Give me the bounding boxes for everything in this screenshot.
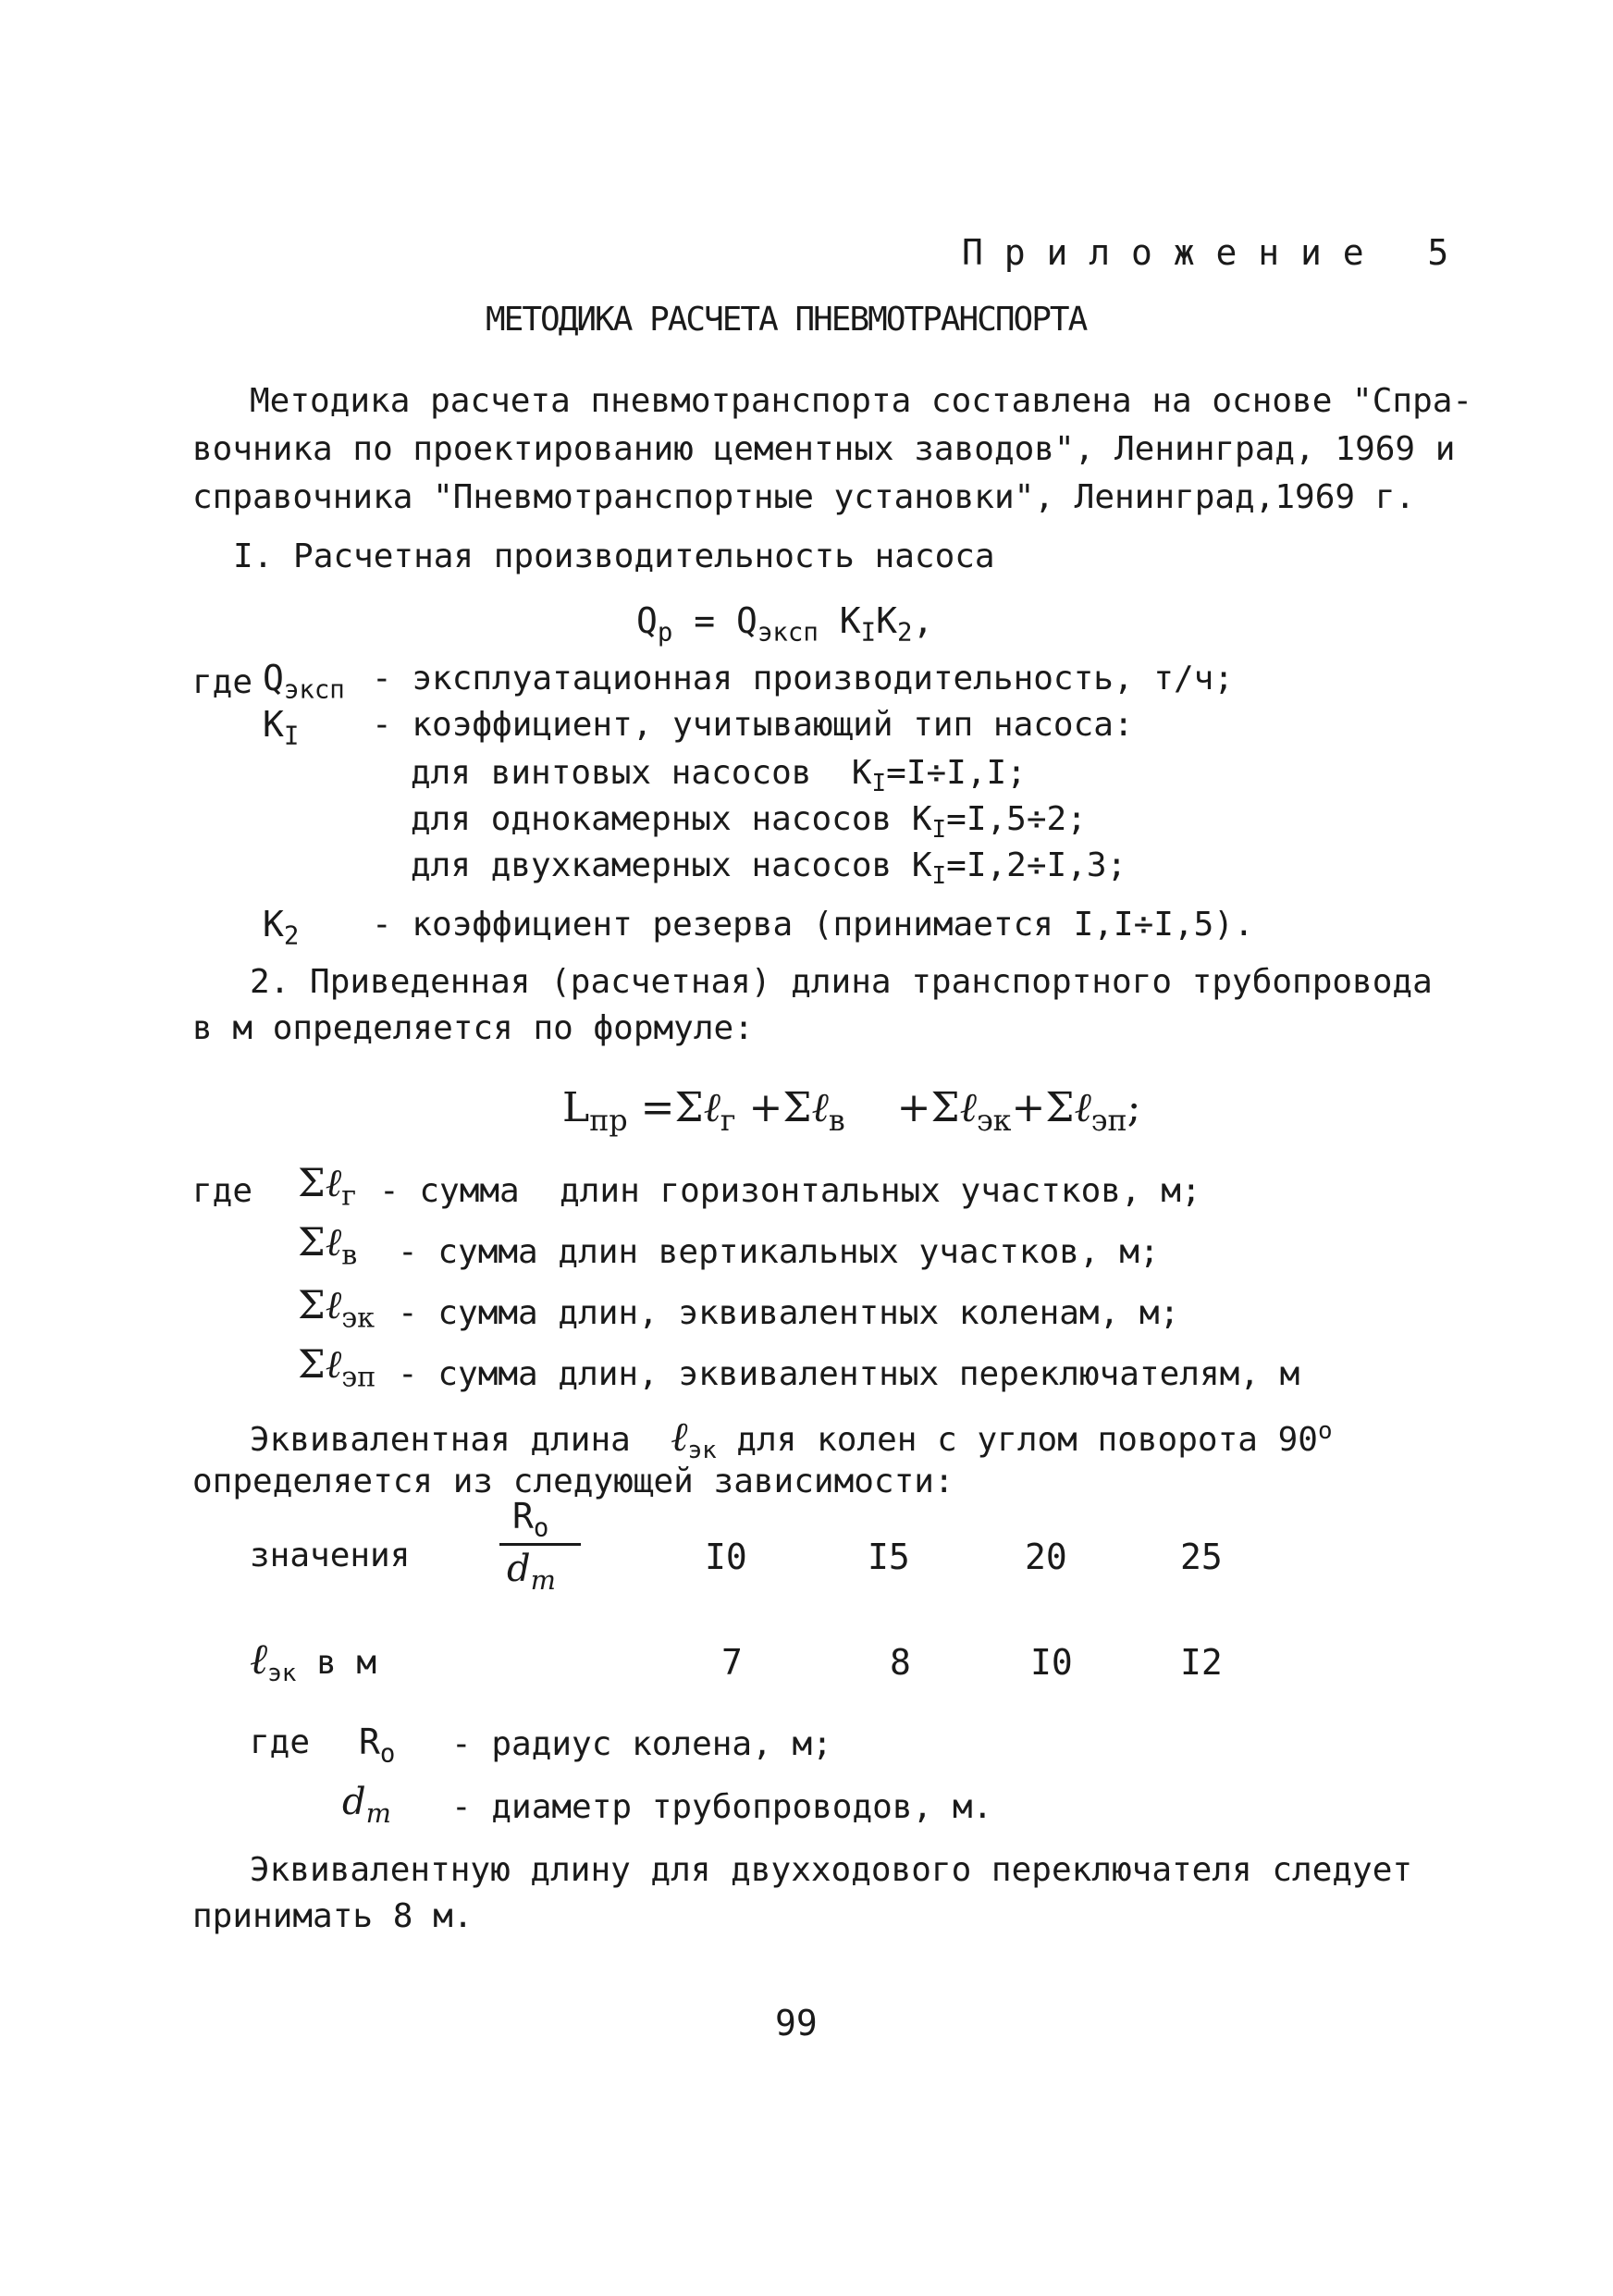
table-row2-label: [250, 1634, 377, 1688]
ell: ℓ: [959, 1084, 977, 1131]
formula-k2: К: [876, 600, 897, 641]
plus: +: [1011, 1084, 1046, 1131]
def-q-sym: Q: [263, 658, 284, 698]
def-k2-symbol: [263, 904, 300, 951]
def-d-symbol: [342, 1781, 391, 1829]
pump-type-value: =I,5÷2;: [946, 800, 1087, 838]
final-line-2: принимать 8 м.: [192, 1897, 474, 1935]
ell: ℓ: [325, 1341, 342, 1387]
ell-sub: эк: [267, 1660, 297, 1688]
def-q-exp-text: - эксплуатационная производительность, т/ч;: [372, 660, 1234, 697]
ell-sub: эк: [687, 1437, 717, 1465]
sum-sign: Σ: [674, 1084, 704, 1131]
table-row1-label: значения: [250, 1537, 411, 1574]
ell: ℓ: [250, 1634, 268, 1684]
eq-length-text-2: для колен с углом поворота 90: [736, 1421, 1318, 1459]
pump-type-sym: К: [851, 754, 872, 792]
where-label-2: где: [192, 1172, 253, 1210]
pump-type-sym: К: [911, 800, 932, 838]
def-sum-elbow: - сумма длин, эквивалентных коленам, м;: [398, 1294, 1180, 1332]
def-radius: - радиус колена, м;: [451, 1725, 832, 1763]
formula-q-sub: эксп: [757, 618, 819, 648]
pump-type-sub: I: [871, 770, 887, 798]
formula-q: Q: [736, 600, 757, 641]
ell: ℓ: [325, 1160, 342, 1205]
ell: ℓ: [325, 1282, 342, 1327]
ell: ℓ: [811, 1084, 829, 1131]
def-k2-sym: К: [263, 904, 284, 944]
page-title: МЕТОДИКА РАСЧЕТА ПНЕВМОТРАНСПОРТА: [486, 301, 1087, 339]
table-value: 7: [721, 1642, 743, 1683]
ell: ℓ: [703, 1084, 720, 1131]
ell-sub: г: [341, 1179, 357, 1213]
plus: +: [748, 1084, 783, 1131]
degree-sign: о: [1317, 1417, 1333, 1445]
ratio-d-sub: т: [530, 1564, 556, 1596]
table-value: I5: [868, 1537, 910, 1577]
formula-tail: ;: [1127, 1084, 1141, 1131]
page-number: 99: [775, 2003, 818, 2043]
pump-type-value: =I,2÷I,3;: [946, 846, 1127, 884]
def-k1-text: - коэффициент, учитывающий тип насоса:: [372, 706, 1134, 744]
pump-type-label: для двухкамерных насосов: [411, 846, 893, 884]
def-k2-text: - коэффициент резерва (принимается I,I÷I,5).: [372, 906, 1254, 944]
ratio-r-sub: о: [533, 1513, 549, 1543]
pump-type-double-chamber: [411, 846, 1127, 891]
formula-k1: К: [839, 600, 861, 641]
formula-k1-sub: I: [860, 618, 877, 648]
def-q-sub: эксп: [283, 675, 345, 705]
d-sym: d: [342, 1781, 366, 1823]
final-line-1: Эквивалентную длину для двухходового переключателя следует: [250, 1851, 1413, 1889]
formula-l: L: [562, 1084, 590, 1131]
ell: ℓ: [325, 1219, 342, 1265]
ell-sub: в: [341, 1239, 358, 1272]
def-diameter: - диаметр трубопроводов, м.: [451, 1788, 993, 1826]
formula-l-sub: пр: [589, 1104, 628, 1138]
equivalent-length-line-2: определяется из следующей зависимости:: [192, 1463, 954, 1500]
pump-type-sub: I: [931, 816, 947, 845]
table-value: 20: [1025, 1537, 1067, 1577]
table-value: I0: [1030, 1642, 1073, 1683]
formula-pipe-length: [562, 1084, 1141, 1138]
where-label-1: где: [192, 663, 253, 701]
ell: ℓ: [671, 1413, 688, 1461]
sum-sign: Σ: [782, 1084, 812, 1131]
section-2-line-2: в м определяется по формуле:: [192, 1009, 754, 1047]
def-sum-horizontal: - сумма длин горизонтальных участков, м;: [379, 1172, 1201, 1210]
def-q-exp-symbol: [263, 658, 345, 705]
intro-line-2: вочника по проектированию цементных заводов", Ленинград, 1969 и: [192, 430, 1456, 468]
formula-eq: =: [694, 600, 716, 641]
table-value: I0: [705, 1537, 747, 1577]
sum-elbow-symbol: [298, 1282, 376, 1335]
sum-switch-symbol: [298, 1341, 376, 1394]
formula-eq: =: [640, 1084, 675, 1131]
formula-k2-sub: 2: [896, 618, 913, 648]
equivalent-length-line-1: [250, 1413, 1333, 1465]
ratio-r: R: [512, 1496, 534, 1537]
ell-sub: г: [720, 1104, 736, 1138]
def-k1-sym: К: [263, 704, 284, 745]
pump-type-single-chamber: [411, 800, 1087, 845]
section-2-line-1: 2. Приведенная (расчетная) длина транспортного трубопровода: [250, 963, 1433, 1001]
sum-sign: Σ: [1045, 1084, 1075, 1131]
r-sym: R: [359, 1722, 380, 1762]
sum-sign: Σ: [930, 1084, 960, 1131]
ratio-numerator: [512, 1496, 549, 1543]
formula-tail: ,: [912, 600, 934, 641]
table-value: 8: [890, 1642, 911, 1683]
ell-sub: эк: [341, 1302, 376, 1335]
d-sub: т: [365, 1797, 391, 1829]
ratio-d: d: [507, 1548, 531, 1590]
unit-label: в м: [316, 1644, 377, 1682]
eq-length-text-1: Эквивалентная длина: [250, 1421, 631, 1459]
plus: +: [896, 1084, 931, 1131]
appendix-heading: П р и л о ж е н и е 5: [962, 232, 1449, 273]
pump-type-label: для винтовых насосов: [411, 754, 812, 792]
sum-sign: Σ: [298, 1282, 326, 1327]
ell-sub: эп: [341, 1361, 376, 1394]
formula-lhs: Q: [636, 600, 658, 641]
ratio-denominator: [507, 1548, 556, 1596]
sum-vertical-symbol: [298, 1219, 358, 1272]
pump-type-label: для однокамерных насосов: [411, 800, 893, 838]
section-1-heading: I. Расчетная производительность насоса: [233, 537, 995, 575]
ell-sub: эк: [976, 1104, 1012, 1138]
where-label-3: где: [250, 1723, 311, 1761]
pump-type-sub: I: [931, 862, 947, 891]
intro-line-1: Методика расчета пневмотранспорта составлена на основе "Спра-: [250, 382, 1473, 420]
formula-lhs-sub: р: [657, 618, 673, 648]
intro-line-3: справочника "Пневмотранспортные установки", Ленинград,1969 г.: [192, 478, 1416, 516]
def-r-symbol: [359, 1722, 396, 1769]
pump-type-value: =I÷I,I;: [886, 754, 1027, 792]
def-k1-symbol: [263, 704, 300, 751]
sum-sign: Σ: [298, 1341, 326, 1387]
sum-horizontal-symbol: [298, 1160, 357, 1213]
sum-sign: Σ: [298, 1160, 326, 1205]
table-value: I2: [1180, 1642, 1223, 1683]
sum-sign: Σ: [298, 1219, 326, 1265]
ratio-fraction-line: [499, 1543, 581, 1546]
def-sum-switch: - сумма длин, эквивалентных переключателям, м: [398, 1355, 1300, 1393]
pump-type-screw: [411, 754, 1027, 798]
ell-sub: в: [828, 1104, 845, 1138]
ell-sub: эп: [1090, 1104, 1127, 1138]
r-sub: о: [379, 1739, 396, 1769]
def-sum-vertical: - сумма длин вертикальных участков, м;: [398, 1233, 1160, 1271]
pump-type-sym: К: [911, 846, 932, 884]
def-k2-sub: 2: [283, 921, 300, 951]
def-k1-sub: I: [283, 722, 300, 751]
table-value: 25: [1180, 1537, 1223, 1577]
ell: ℓ: [1074, 1084, 1091, 1131]
formula-pump-capacity: [636, 600, 934, 648]
